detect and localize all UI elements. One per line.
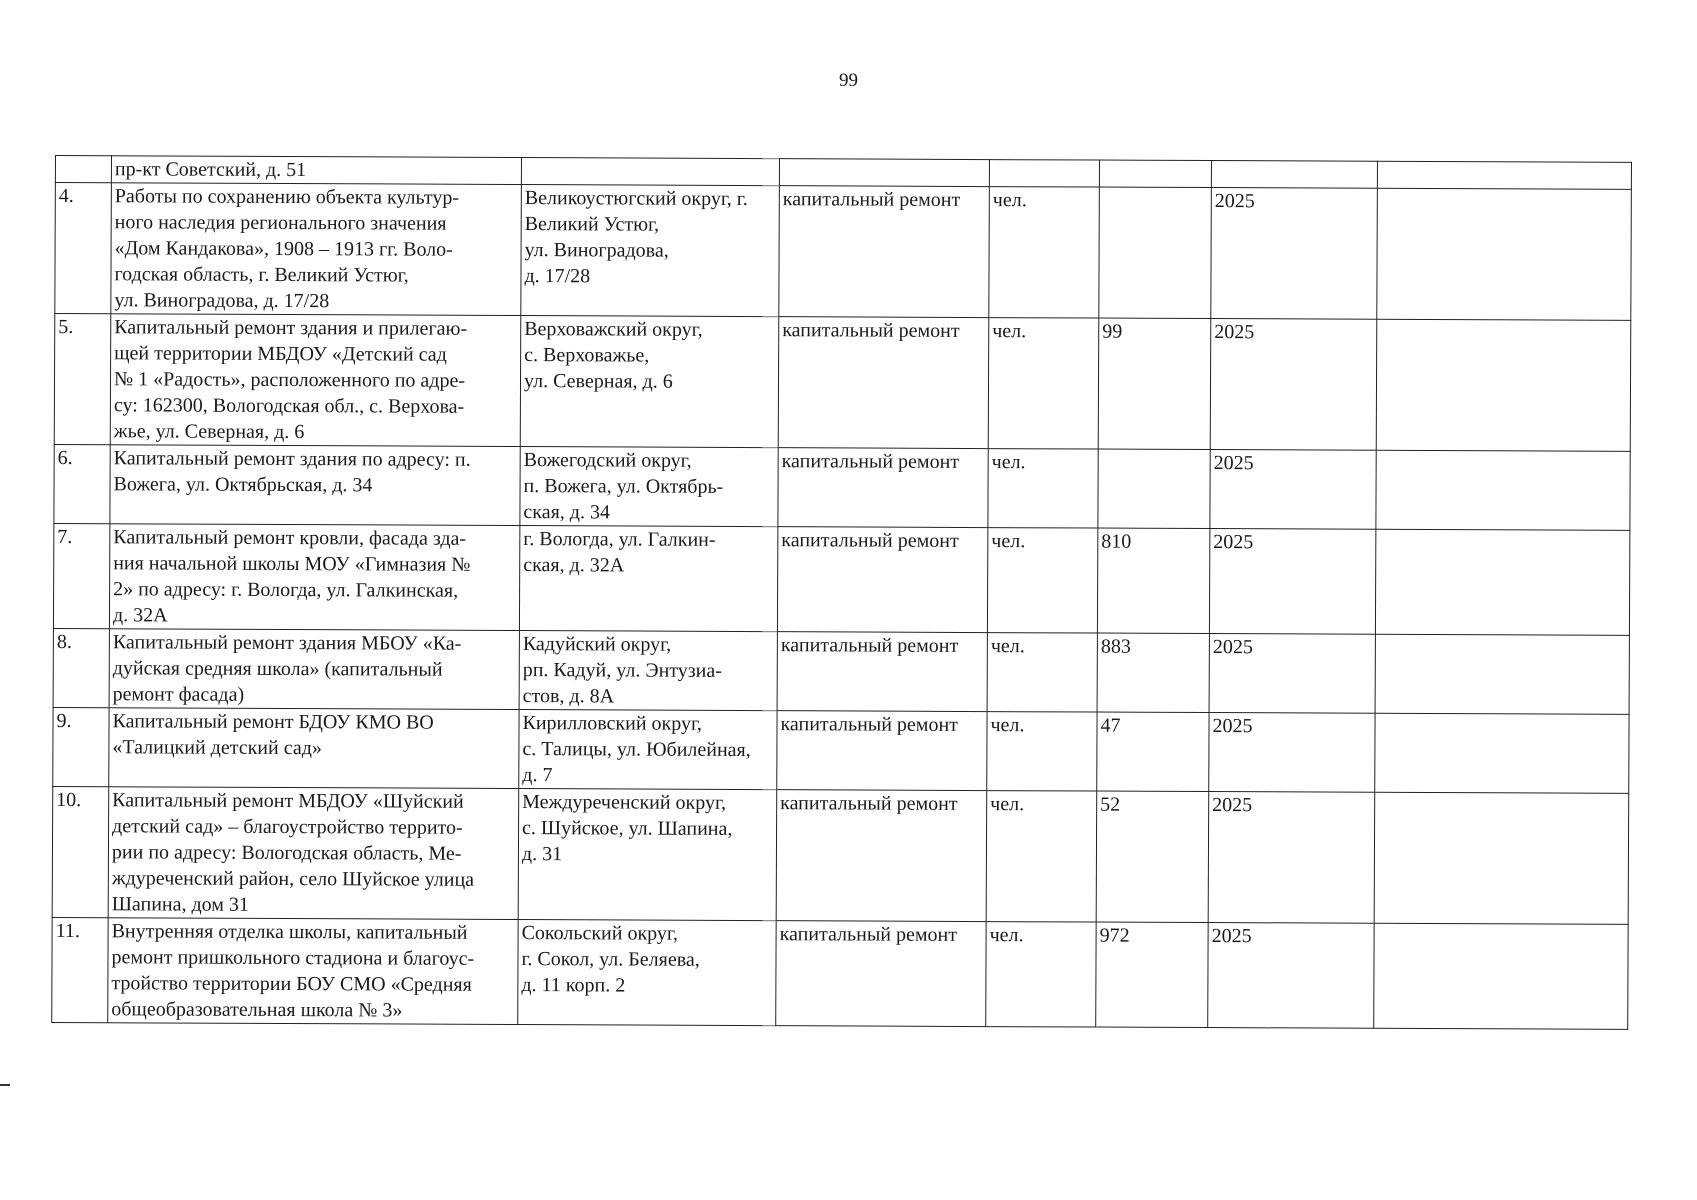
extra-cell — [1376, 450, 1630, 530]
row-number-cell: 9. — [53, 707, 109, 786]
object-description-cell: Капитальный ремонт здания по адресу: п. Вожега, ул. Октябрьская, д. 34 — [110, 445, 520, 526]
extra-cell — [1374, 792, 1629, 924]
object-description-cell: Капитальный ремонт кровли, фасада зда- ния начальной школы МОУ «Гимназия № 2» по адресу: г. Вологда, ул. Галкинская, д. 32А — [109, 524, 519, 631]
year-cell — [1211, 161, 1377, 189]
table-row — [53, 707, 1629, 793]
work-type-cell: капитальный ремонт — [777, 711, 987, 791]
object-address-cell: Кирилловский округ, с. Талицы, ул. Юбилейная, д. 7 — [519, 710, 777, 790]
capacity-cell: 810 — [1097, 528, 1209, 633]
object-description-cell: Капитальный ремонт МБДОУ «Шуйский детский сад» – благоустройство террито- рии по адресу: Вологодская область, Ме- ждуреченский район, село Шуйское улица Шапина, дом 31 — [108, 787, 519, 920]
year-cell: 2025 — [1210, 319, 1377, 451]
extra-cell — [1375, 713, 1629, 793]
capacity-cell: 99 — [1098, 318, 1211, 449]
row-number-cell: 4. — [55, 183, 112, 314]
capacity-cell — [1099, 187, 1212, 318]
object-description-cell: Внутренняя отделка школы, капитальный ремонт пришкольного стадиона и благоус- тройство территории БОУ СМО «Средняя общеобразовательная школа № 3» — [108, 918, 518, 1025]
extra-cell — [1376, 319, 1631, 451]
table-body — [52, 156, 1632, 1030]
work-type-cell: капитальный ремонт — [776, 790, 987, 922]
row-number-cell: 11. — [52, 917, 108, 1022]
unit-cell: чел. — [986, 922, 1096, 1027]
works-table — [51, 155, 1632, 1030]
row-number-cell: 6. — [54, 444, 110, 523]
object-address-cell: Великоустюгский округ, г. Великий Устюг, ул. Виноградова, д. 17/28 — [521, 185, 780, 317]
unit-cell: чел. — [987, 712, 1097, 791]
row-number-cell: 8. — [53, 628, 109, 707]
table-row — [52, 917, 1628, 1029]
row-number-cell: 10. — [52, 786, 109, 917]
table-row — [54, 444, 1630, 530]
unit-cell: чел. — [987, 528, 1097, 633]
extra-cell — [1374, 923, 1628, 1029]
year-cell: 2025 — [1209, 634, 1375, 714]
work-type-cell: капитальный ремонт — [778, 448, 988, 528]
object-address-cell: Междуреченский округ, с. Шуйское, ул. Шапина, д. 31 — [518, 789, 777, 921]
table-row — [54, 314, 1631, 452]
capacity-cell — [1099, 160, 1211, 187]
object-address-cell: Верховажский округ, с. Верховажье, ул. Северная, д. 6 — [520, 316, 779, 448]
capacity-cell: 47 — [1097, 712, 1209, 791]
table-row — [55, 183, 1632, 321]
unit-cell: чел. — [988, 318, 1099, 449]
extra-cell — [1375, 529, 1629, 635]
unit-cell: чел. — [988, 449, 1098, 528]
table-row — [53, 523, 1629, 635]
row-number-cell: 7. — [53, 523, 109, 628]
margin-mark — [0, 1084, 10, 1086]
year-cell: 2025 — [1210, 450, 1376, 530]
object-description-cell: пр-кт Советский, д. 51 — [111, 156, 521, 185]
work-type-cell: капитальный ремонт — [777, 632, 987, 712]
object-address-cell: г. Вологда, ул. Галкин- ская, д. 32А — [519, 526, 777, 632]
page-number: 99 — [839, 70, 858, 91]
work-type-cell: капитальный ремонт — [779, 186, 990, 318]
unit-cell: чел. — [986, 791, 1097, 922]
object-description-cell: Капитальный ремонт здания и прилегаю- щей территории МБДОУ «Детский сад № 1 «Радость», расположенного по адре- су: 162300, Вологодская обл., с. Верхова- жье, ул. Северная, д. 6 — [110, 314, 521, 447]
year-cell: 2025 — [1208, 792, 1375, 924]
table-row — [53, 628, 1629, 714]
capacity-cell: 972 — [1096, 922, 1208, 1027]
object-description-cell: Капитальный ремонт здания МБОУ «Ка- дуйская средняя школа» (капитальный ремонт фасада) — [109, 629, 519, 710]
work-type-cell: капитальный ремонт — [778, 317, 989, 449]
extra-cell — [1375, 634, 1629, 714]
table-row — [52, 786, 1629, 924]
object-description-cell: Капитальный ремонт БДОУ КМО ВО «Талицкий детский сад» — [109, 708, 519, 789]
capacity-cell — [1098, 449, 1210, 528]
year-cell: 2025 — [1209, 713, 1375, 793]
unit-cell: чел. — [987, 633, 1097, 712]
year-cell: 2025 — [1209, 529, 1375, 635]
extra-cell — [1377, 161, 1631, 189]
work-type-cell: капитальный ремонт — [777, 527, 987, 633]
row-number-cell — [55, 156, 111, 183]
object-address-cell: Вожегодский округ, п. Вожега, ул. Октябрь- ская, д. 34 — [520, 447, 778, 527]
work-type-cell: капитальный ремонт — [776, 921, 986, 1027]
unit-cell: чел. — [989, 187, 1100, 318]
object-description-cell: Работы по сохранению объекта культур- ного наследия регионального значения «Дом Кандакова», 1908 – 1913 гг. Воло- годская область, г. Великий Устюг, ул. Виноградова, д. 17/28 — [111, 183, 522, 316]
capacity-cell: 883 — [1097, 633, 1209, 712]
unit-cell — [989, 160, 1099, 187]
year-cell: 2025 — [1211, 188, 1378, 320]
extra-cell — [1377, 188, 1632, 320]
object-address-cell: Сокольский округ, г. Сокол, ул. Беляева, д. 11 корп. 2 — [518, 920, 776, 1026]
capacity-cell: 52 — [1096, 791, 1209, 922]
object-address-cell — [521, 158, 779, 186]
object-address-cell: Кадуйский округ, рп. Кадуй, ул. Энтузиа- стов, д. 8А — [519, 631, 777, 711]
year-cell: 2025 — [1208, 923, 1374, 1029]
work-type-cell — [779, 159, 989, 187]
row-number-cell: 5. — [54, 314, 111, 445]
